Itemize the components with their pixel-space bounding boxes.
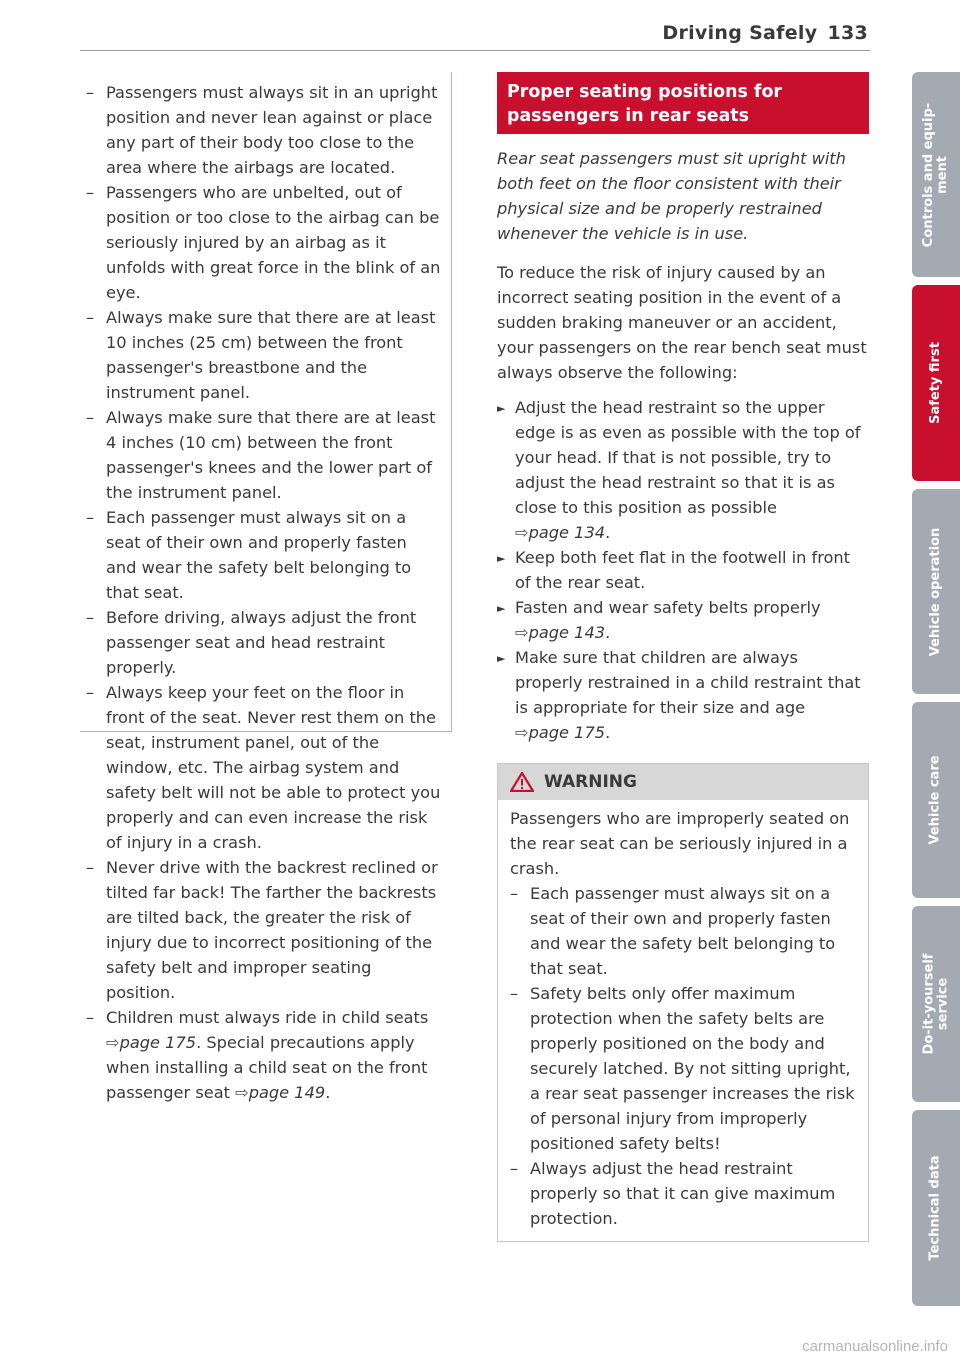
warning-intro: Passengers who are improperly seated on the rear seat can be seriously injured in a crash. [510, 809, 850, 878]
arrow-right-icon: ⇨ [515, 723, 529, 742]
running-header [662, 22, 868, 44]
page-reference-text: page 175 [119, 1033, 197, 1052]
page-reference-link[interactable] [106, 1033, 196, 1052]
warning-triangle-icon [510, 772, 534, 792]
tab-vehicle-care[interactable] [912, 702, 960, 898]
watermark: carmanualsonline.info [802, 1338, 948, 1355]
tab-label: Vehicle operation [928, 527, 944, 656]
list-item: – Always adjust the head restraint properly so that it can give maximum protection. [510, 1156, 856, 1231]
warning-box [497, 763, 869, 1242]
chapter-title: Driving Safely [662, 22, 818, 44]
step-text: Adjust the head restraint so the upper edge is as even as possible with the top of your head. If that is not possible, try to adjust the head restraint so that it is as close to this position as possible [515, 398, 861, 517]
section-title: Proper seating positions for passengers in rear seats [497, 72, 869, 134]
tab-do-it-yourself-service[interactable] [912, 906, 960, 1102]
page-reference-text: page 175 [528, 723, 606, 742]
list-item: – Each passenger must always sit on a seat of their own and properly fasten and wear the safety belt belonging to that seat. [86, 505, 442, 605]
arrow-right-icon: ⇨ [515, 623, 529, 642]
list-item: – Before driving, always adjust the front passenger seat and head restraint properly. [86, 605, 442, 680]
left-instruction-list [86, 80, 442, 1105]
tab-label: Controls and equip- ment [921, 102, 950, 247]
tab-safety-first[interactable] [912, 285, 960, 481]
list-item: – Always make sure that there are at least 10 inches (25 cm) between the front passenger's breastbone and the instrument panel. [86, 305, 442, 405]
list-item: – Always make sure that there are at least 4 inches (10 cm) between the front passenger's knees and the lower part of the instrument panel. [86, 405, 442, 505]
page-reference-text: page 143 [528, 623, 606, 642]
tab-label: Technical data [928, 1155, 943, 1261]
step-item: ► Fasten and wear safety belts properly ⇨page 143. [497, 595, 869, 645]
page-reference-link[interactable] [515, 723, 605, 742]
text-segment: . Special precautions apply when installing a child seat on the front passenger seat [106, 1033, 428, 1102]
warning-title: WARNING [544, 772, 637, 792]
tab-controls-and-equipment[interactable] [912, 72, 960, 277]
section-intro: Rear seat passengers must sit upright with both feet on the floor consistent with their physical size and be properly restrained whenever the vehicle is in use. [497, 149, 846, 243]
tab-technical-data[interactable] [912, 1110, 960, 1306]
step-text: Make sure that children are always properly restrained in a child restraint that is appropriate for their size and age [515, 648, 861, 717]
list-item: – Safety belts only offer maximum protection when the safety belts are properly positioned on the body and securely latched. By not sitting upright, a rear seat passenger increases the risk of personal injury from improperly positioned safety belts! [510, 981, 856, 1156]
page-reference-link[interactable] [515, 523, 605, 542]
tab-vehicle-operation[interactable] [912, 489, 960, 694]
header-rule [80, 50, 870, 51]
step-text: Fasten and wear safety belts properly [515, 598, 821, 617]
list-item: – Never drive with the backrest reclined or tilted far back! The farther the backrests are tilted back, the greater the risk of injury due to incorrect positioning of the safety belt and improper seating position. [86, 855, 442, 1005]
page-reference-link[interactable] [235, 1083, 325, 1102]
page-reference-text: page 134 [528, 523, 606, 542]
page-reference-text: page 149 [248, 1083, 326, 1102]
text-segment: Children must always ride in child seats [106, 1008, 429, 1027]
text-segment: . [325, 1083, 331, 1102]
right-column [497, 72, 869, 1242]
list-item: – Each passenger must always sit on a seat of their own and properly fasten and wear the safety belt belonging to that seat. [510, 881, 856, 981]
tab-label: Do-it-yourself service [921, 953, 951, 1055]
page-reference-link[interactable] [515, 623, 605, 642]
warning-header [498, 764, 868, 800]
page-number: 133 [827, 22, 868, 44]
section-paragraph: To reduce the risk of injury caused by an incorrect seating position in the event of a sudden braking maneuver or an accident, your passengers on the rear bench seat must always observe the following: [497, 263, 867, 382]
tab-label: Vehicle care [928, 755, 943, 845]
arrow-right-icon: ⇨ [515, 523, 529, 542]
list-item: – Passengers must always sit in an upright position and never lean against or place any part of their body too close to the area where the airbags are located. [86, 80, 442, 180]
list-item [86, 1005, 442, 1105]
step-list [497, 395, 869, 745]
list-item: – Passengers who are unbelted, out of position or too close to the airbag can be seriously injured by an airbag as it unfolds with great force in the blink of an eye. [86, 180, 442, 305]
step-item [497, 545, 869, 595]
step-item: ► Adjust the head restraint so the upper edge is as even as possible with the top of your head. If that is not possible, try to adjust the head restraint so that it is as close to this position as possible ⇨page 134. [497, 395, 869, 545]
warning-body [498, 800, 868, 1241]
tab-label: Safety first [928, 342, 944, 424]
warning-list [510, 881, 856, 1231]
list-item: – Always keep your feet on the floor in front of the seat. Never rest them on the seat, instrument panel, out of the window, etc. The airbag system and safety belt will not be able to protect you properly and can even increase the risk of injury in a crash. [86, 680, 442, 855]
arrow-right-icon: ⇨ [106, 1033, 120, 1052]
step-item: ► Make sure that children are always properly restrained in a child restraint that is appropriate for their size and age ⇨page 175. [497, 645, 869, 745]
arrow-right-icon: ⇨ [235, 1083, 249, 1102]
step-text: Keep both feet flat in the footwell in front of the rear seat. [515, 548, 851, 592]
